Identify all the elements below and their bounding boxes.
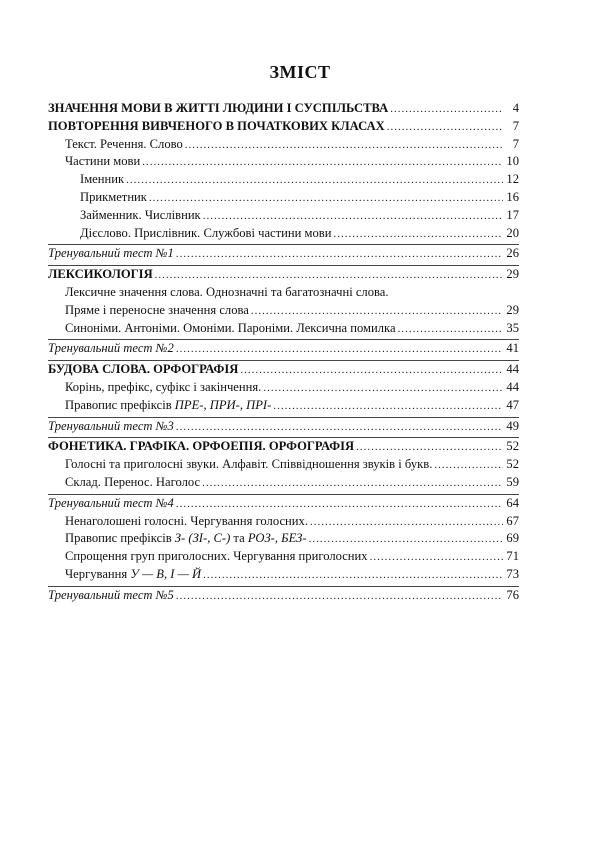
toc-entry-page: 71 (506, 549, 519, 564)
toc-entry[interactable] (48, 398, 519, 416)
toc-entry-page: 44 (506, 362, 519, 377)
toc-entry-label: БУДОВА СЛОВА. ОРФОГРАФІЯ (48, 362, 239, 377)
leader-dots (273, 400, 503, 412)
page-title: ЗМІСТ (269, 62, 331, 82)
toc-entry-label: Частини мови (65, 154, 141, 169)
toc-entry[interactable] (48, 321, 519, 339)
toc-entry-label: Голосні та приголосні звуки. Алфавіт. Співвідношення звуків і букв. (65, 457, 433, 472)
section-divider (48, 417, 519, 418)
toc-entry-page: 20 (506, 225, 519, 240)
toc-entry[interactable] (48, 475, 519, 493)
toc-entry-page: 7 (512, 118, 519, 133)
leader-dots (176, 498, 503, 510)
leader-dots (309, 533, 503, 545)
toc-entry-page: 49 (506, 418, 519, 433)
toc-entry-page: 29 (506, 267, 519, 282)
toc-entry[interactable] (48, 154, 519, 172)
section-divider (48, 244, 519, 245)
toc-entry[interactable] (48, 119, 519, 137)
toc-entry[interactable] (48, 380, 519, 398)
toc-entry[interactable] (48, 190, 519, 208)
leader-dots (142, 156, 503, 168)
label-italic: ПРЕ-, ПРИ-, ПРІ- (174, 397, 272, 412)
toc-entry[interactable] (48, 137, 519, 155)
toc-entry-label: Пряме і переносне значення слова (65, 302, 249, 317)
toc-entry-label: Тренувальний тест №3 (48, 418, 174, 433)
toc-entry[interactable] (48, 208, 519, 226)
section-divider (48, 265, 519, 266)
toc-entry-test[interactable] (48, 246, 519, 264)
section-divider (48, 360, 519, 361)
leader-dots (176, 248, 503, 260)
leader-dots (310, 516, 503, 528)
section-divider (48, 586, 519, 587)
toc-entry[interactable] (48, 457, 519, 475)
toc-entry-page: 67 (506, 513, 519, 528)
leader-dots (398, 323, 503, 335)
toc-entry-page: 35 (506, 320, 519, 335)
toc-entry[interactable] (48, 439, 519, 457)
label-text: Чергування (65, 566, 131, 581)
leader-dots (126, 174, 503, 186)
toc-entry-page: 17 (506, 207, 519, 222)
toc-entry-page: 47 (506, 397, 519, 412)
leader-dots (176, 421, 503, 433)
label-italic: З- (ЗІ-, С-) (174, 531, 231, 546)
leader-dots (240, 364, 503, 376)
toc-entry-label: Тренувальний тест №2 (48, 341, 174, 356)
toc-entry-label: Тренувальний тест №4 (48, 495, 174, 510)
toc-entry-page: 73 (506, 566, 519, 581)
toc-entry-label: Текст. Речення. Слово (65, 136, 183, 151)
toc-entry-label: Дієслово. Прислівник. Службові частини мови (80, 225, 332, 240)
toc-entry[interactable] (48, 285, 519, 303)
toc-entry-page: 59 (506, 474, 519, 489)
toc-entry-label: Іменник (80, 172, 125, 187)
toc-entry-label: Синоніми. Антоніми. Омоніми. Пароніми. Лексична помилка (65, 320, 396, 335)
toc-entry[interactable] (48, 549, 519, 567)
toc-entry-test[interactable] (48, 341, 519, 359)
toc-entry[interactable] (48, 172, 519, 190)
toc-entry-page: 41 (506, 341, 519, 356)
toc-entry-page: 64 (506, 495, 519, 510)
toc-entry-label: Тренувальний тест №1 (48, 246, 174, 261)
toc-entry[interactable] (48, 514, 519, 532)
toc-entry-test[interactable] (48, 496, 519, 514)
leader-dots (203, 569, 503, 581)
toc-entry[interactable] (48, 226, 519, 244)
toc-entry-label: ФОНЕТИКА. ГРАФІКА. ОРФОЕПІЯ. ОРФОГРАФІЯ (48, 439, 355, 454)
table-of-contents (48, 101, 519, 606)
toc-entry-label: Корінь, префікс, суфікс і закінчення. (65, 379, 262, 394)
toc-entry[interactable] (48, 101, 519, 119)
leader-dots (387, 121, 503, 133)
label-text: Правопис префіксів (65, 531, 175, 546)
toc-entry-page: 52 (506, 439, 519, 454)
toc-entry-page: 7 (512, 136, 519, 151)
toc-entry-page: 44 (506, 379, 519, 394)
section-divider (48, 437, 519, 438)
toc-entry-page: 52 (506, 457, 519, 472)
label-text: Правопис префіксів (65, 397, 175, 412)
label-italic: У — В, І — Й (130, 566, 202, 581)
toc-entry-label: Лексичне значення слова. Однозначні та багатозначні слова. (65, 284, 389, 299)
toc-entry[interactable] (48, 567, 519, 585)
toc-entry-label (65, 567, 201, 582)
toc-entry-label: Ненаголошені голосні. Чергування голосних. (65, 513, 308, 528)
toc-entry-label: Займенник. Числівник (80, 207, 201, 222)
toc-entry-page: 16 (506, 189, 519, 204)
label-text: та (230, 531, 248, 546)
leader-dots (155, 269, 503, 281)
leader-dots (333, 228, 503, 240)
leader-dots (263, 382, 503, 394)
toc-entry-page: 29 (506, 302, 519, 317)
toc-entry-page: 10 (506, 154, 519, 169)
toc-entry[interactable] (48, 531, 519, 549)
leader-dots (176, 590, 503, 602)
leader-dots (202, 477, 503, 489)
leader-dots (356, 441, 503, 453)
toc-entry-page: 4 (512, 101, 519, 115)
toc-entry-label: ЗНАЧЕННЯ МОВИ В ЖИТТІ ЛЮДИНИ І СУСПІЛЬСТВА (48, 101, 389, 115)
toc-entry-test[interactable] (48, 419, 519, 437)
toc-entry-label: ЛЕКСИКОЛОГІЯ (48, 267, 153, 282)
toc-entry-label: Прикметник (80, 189, 147, 204)
leader-dots (434, 459, 503, 471)
leader-dots (149, 192, 503, 204)
leader-dots (370, 551, 503, 563)
toc-entry-test[interactable] (48, 588, 519, 606)
leader-dots (390, 103, 503, 115)
leader-dots (185, 139, 503, 151)
toc-entry-label: ПОВТОРЕННЯ ВИВЧЕНОГО В ПОЧАТКОВИХ КЛАСАХ (48, 118, 385, 133)
leader-dots (176, 343, 503, 355)
toc-entry-page: 76 (506, 587, 519, 602)
toc-entry-page: 26 (506, 246, 519, 261)
toc-entry[interactable] (48, 362, 519, 380)
toc-entry-label (65, 398, 271, 413)
toc-entry-label: Спрощення груп приголосних. Чергування приголосних (65, 549, 368, 564)
toc-entry-page: 69 (506, 531, 519, 546)
toc-entry-label (65, 531, 307, 546)
section-divider (48, 339, 519, 340)
label-italic: РОЗ-, БЕЗ- (247, 531, 307, 546)
toc-entry-label: Склад. Перенос. Наголос (65, 474, 201, 489)
toc-entry[interactable] (48, 303, 519, 321)
leader-dots (251, 305, 503, 317)
toc-entry[interactable] (48, 267, 519, 285)
toc-entry-page: 12 (506, 172, 519, 187)
toc-entry-label: Тренувальний тест №5 (48, 587, 174, 602)
section-divider (48, 494, 519, 495)
leader-dots (203, 210, 503, 222)
